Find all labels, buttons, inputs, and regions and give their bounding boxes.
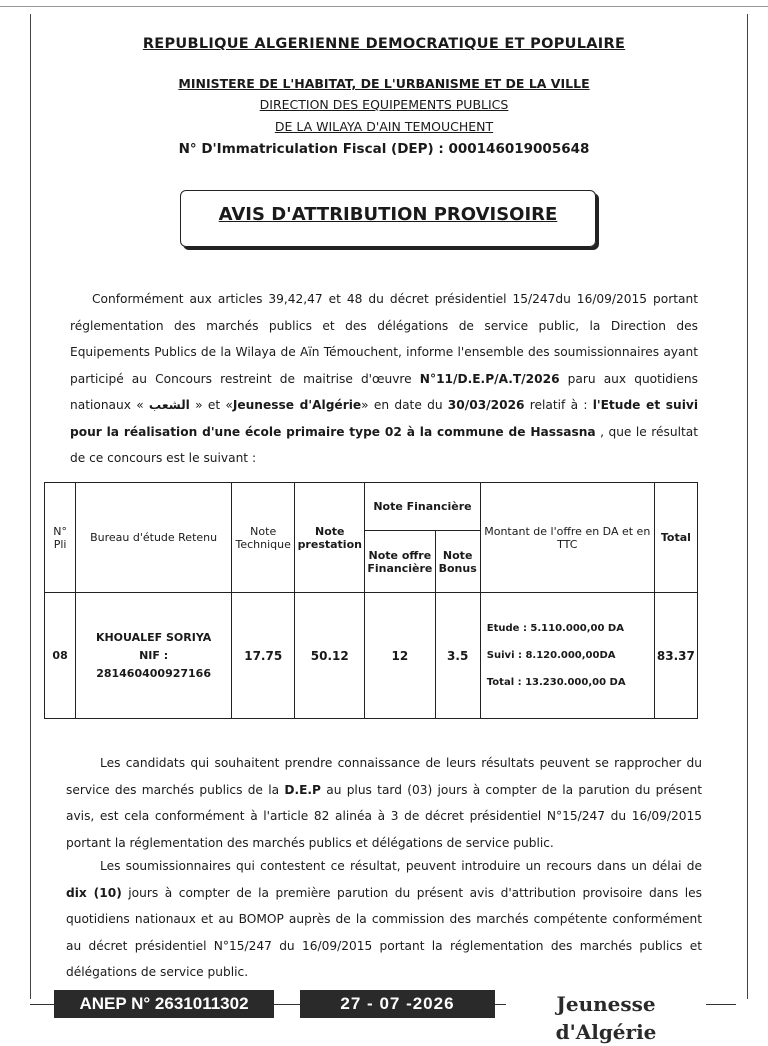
appeal-text-1: Les soumissionnaires qui contestent ce résultat, peuvent introduire un recours dans un délai de (100, 859, 702, 873)
intro-text-3: » et « (189, 398, 233, 412)
cell-bureau (76, 593, 232, 719)
cell-amount (480, 593, 654, 719)
journal-logo: Jeunesse d'Algérie (506, 990, 706, 1018)
header-num: N° Pli (45, 483, 76, 593)
newspaper-arabic: الشعب (148, 398, 190, 412)
ministry-heading: MINISTERE DE L'HABITAT, DE L'URBANISME ET DE LA VILLE (178, 76, 590, 91)
title-box (180, 190, 596, 247)
intro-text-5: relatif à : (524, 398, 593, 412)
appeal-text-2: jours à compter de la première parution du présent avis d'attribution provisoire dans les quotidiens nationaux et au BOMOP auprès de la commission des marchés compétente conformément au décret présidentiel N°15/247 du 16/09/2015 portant la réglementation des marchés publics et délégations de service public. (66, 885, 702, 979)
cell-bonus: 3.5 (435, 593, 480, 719)
appeal-delay: dix (10) (66, 885, 122, 900)
cell-total: 83.37 (654, 593, 697, 719)
bureau-name: KHOUALEF SORIYA (95, 630, 212, 644)
dep-label: D.E.P (284, 782, 321, 797)
header-financial: Note Financière (365, 483, 481, 531)
cell-prest: 50.12 (295, 593, 365, 719)
notice-title: AVIS D'ATTRIBUTION PROVISOIRE (218, 204, 558, 225)
direction-heading: DIRECTION DES EQUIPEMENTS PUBLICS (259, 97, 509, 112)
intro-paragraph (70, 286, 698, 472)
amount-suivi: Suivi : 8.120.000,00DA (486, 650, 616, 661)
header-total: Total (654, 483, 697, 593)
intro-text-1: Conformément aux articles 39,42,47 et 48 du décret présidentiel 15/247du 16/09/2015 portant réglementation des marchés publics et des délégations de service public, la Direction des Equipements Publics de la Wilaya de Aïn Témouchent, informe l'ensemble des soumissionnaires ayant participé au Concours restreint de maitrise d'œuvre (70, 292, 698, 386)
republic-heading: REPUBLIQUE ALGERIENNE DEMOCRATIQUE ET POPULAIRE (142, 36, 626, 52)
header-prest: Note prestation (295, 483, 365, 593)
project-subject: l'Etude et suivi pour la réalisation d'une école primaire type 02 à la commune de Hassasna (70, 398, 698, 439)
consult-paragraph (66, 750, 702, 856)
table-row (45, 593, 698, 719)
intro-text-2: paru aux quotidiens nationaux « (70, 371, 698, 412)
top-rule (0, 6, 768, 7)
amount-etude: Etude : 5.110.000,00 DA (486, 623, 624, 634)
bureau-nif-label: NIF : (139, 648, 169, 662)
tender-reference: N°11/D.E.P/A.T/2026 (419, 371, 560, 386)
publication-date: 30/03/2026 (447, 398, 525, 412)
newspaper-french: Jeunesse d'Algérie (232, 398, 362, 412)
header-bonus: Note Bonus (435, 531, 480, 593)
fiscal-id: N° D'Immatriculation Fiscal (DEP) : 000146019005648 (178, 141, 590, 157)
intro-text-6: , que le résultat de ce concours est le suivant : (70, 424, 698, 465)
cell-num: 08 (45, 593, 76, 719)
header-amount: Montant de l'offre en DA et en TTC (480, 483, 654, 593)
consult-text-1: Les candidats qui souhaitent prendre connaissance de leurs résultats peuvent se rapprocher du service des marchés publics de la (66, 756, 702, 797)
anep-number: ANEP N° 2631011302 (54, 990, 274, 1018)
cell-tech: 17.75 (232, 593, 295, 719)
results-table (44, 482, 698, 719)
wilaya-heading: DE LA WILAYA D'AIN TEMOUCHENT (274, 119, 494, 134)
header-bureau: Bureau d'étude Retenu (76, 483, 232, 593)
footer-date: 27 - 07 -2026 (300, 990, 495, 1018)
consult-text-2: au plus tard (03) jours à compter de la parution du présent avis, est cela conformément à l'article 82 alinéa à 3 de décret présidentiel N°15/247 du 16/09/2015 portant la réglementation des marchés publics et délégations de service public. (66, 782, 702, 850)
cell-offer: 12 (365, 593, 435, 719)
header-offer: Note offre Financière (365, 531, 435, 593)
intro-text-4: » en date du (361, 398, 448, 412)
footer-bar (0, 990, 768, 1044)
appeal-paragraph (66, 853, 702, 986)
amount-total: Total : 13.230.000,00 DA (486, 677, 626, 688)
header-tech: Note Technique (232, 483, 295, 593)
bureau-nif: 281460400927166 (96, 666, 211, 680)
